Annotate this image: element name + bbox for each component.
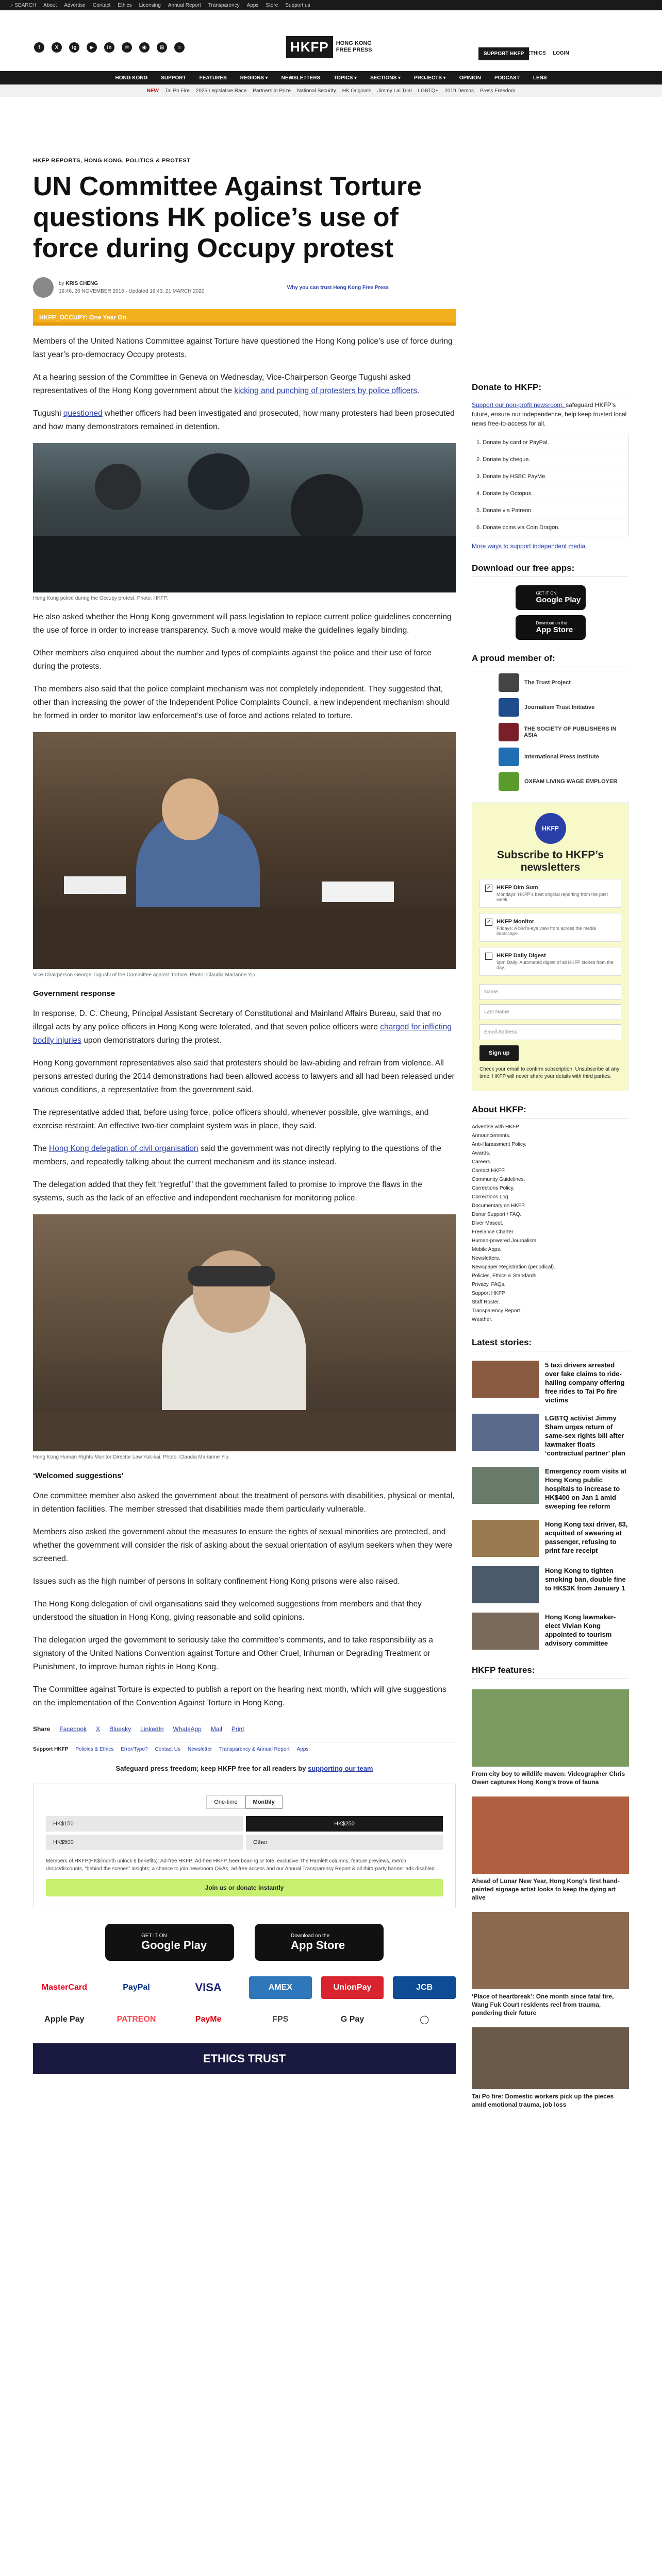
- photo-caption: Vice-Chairperson George Tugushi of the Committee against Torture. Photo: Claudia Marianne Yip.: [33, 972, 257, 978]
- sidebar-heading: HKFP features:: [472, 1665, 629, 1679]
- donation-method[interactable]: 3. Donate by HSBC PayMe.: [472, 468, 629, 485]
- footer-link[interactable]: Error/Typo?: [121, 1747, 148, 1752]
- nav-item[interactable]: OPINION: [459, 75, 481, 81]
- latest-story[interactable]: [472, 1613, 629, 1650]
- latest-story[interactable]: [472, 1566, 629, 1603]
- trending-link[interactable]: LGBTQ+: [418, 88, 439, 94]
- paragraph: Tugushi questioned whether officers had been investigated and prosecuted, how many protesters had been prosecuted and how many demonstrators remained in detention.: [33, 409, 455, 431]
- unionpay-icon: UnionPay: [321, 1976, 384, 1999]
- google-pay-icon: G Pay: [340, 2015, 365, 2024]
- feature-story[interactable]: [472, 1689, 629, 1786]
- story-thumbnail: [472, 1414, 539, 1451]
- google-play-button[interactable]: GET IT ON Google Play: [516, 585, 586, 610]
- paragraph: The Committee against Torture is expected to publish a report on the hearing next month, which will give suggestions on the implementation of the Convention Against Torture in Hong Kong.: [33, 1685, 446, 1707]
- trending-link[interactable]: 2019 Demos: [444, 88, 474, 94]
- story-thumbnail: [472, 1613, 539, 1650]
- app-store-buttons: [33, 1924, 456, 1961]
- paragraph: The delegation urged the government to seriously take the committee’s comments, and to take responsibility as a signatory of the United Nations Convention against Torture and Other Cruel, Inhuman or Degrading Treatment or Punishment, to improve human rights in Hong Kong.: [33, 1636, 433, 1671]
- press-freedom-line: Safeguard press freedom; keep HKFP free for all readers by supporting our team: [115, 1765, 373, 1772]
- newsletter-option[interactable]: ✓ HKFP Monitor Fridays: A bird’s-eye view from across the media landscape.: [479, 913, 621, 942]
- story-title: Hong Kong taxi driver, 83, acquitted of swearing at passenger, refusing to print fare receipt: [545, 1520, 628, 1554]
- sidebar-heading: A proud member of:: [472, 653, 629, 667]
- feature-title: Ahead of Lunar New Year, Hong Kong’s first hand-painted signage artist looks to keep the dying art alive: [472, 1877, 620, 1901]
- member-logo[interactable]: Journalism Trust Initiative: [499, 698, 629, 717]
- paragraph: At a hearing session of the Committee in Geneva on Wednesday, Vice-Chairperson George Tugushi asked representatives of the Hong Kong government about the kicking and punching of protesters by police officers.: [33, 373, 420, 395]
- avatar: [33, 277, 54, 298]
- app-store-button[interactable]: Download on the App Store: [255, 1924, 384, 1961]
- top-utility-bar: [0, 0, 662, 10]
- share-bar: [33, 1725, 456, 1733]
- story-title: LGBTQ activist Jimmy Sham urges return of same-sex rights bill after lawmaker floats ‘contractual partner’ plan: [545, 1414, 625, 1457]
- paypal-icon: PayPal: [123, 1983, 150, 1992]
- inline-link[interactable]: Hong Kong delegation of civil organisation: [49, 1144, 198, 1153]
- about-links: [472, 1123, 629, 1324]
- trust-link[interactable]: Why you can trust Hong Kong Free Press: [287, 284, 389, 291]
- youtube-icon[interactable]: ▶: [87, 42, 97, 53]
- checkbox-checked[interactable]: ✓: [485, 885, 492, 892]
- nav-item[interactable]: TOPICS ▾: [334, 75, 357, 81]
- paragraph: He also asked whether the Hong Kong government will pass legislation to replace current police guidelines concerning the use of force in order to increase transparency. Such a move would make the guidelines legally binding.: [33, 613, 452, 635]
- share-linkedin[interactable]: LinkedIn: [140, 1725, 164, 1733]
- logo-text: FREE PRESS: [336, 47, 372, 53]
- paragraph: Issues such as the high number of persons in solitary confinement Hong Kong prisons were also raised.: [33, 1577, 400, 1586]
- patreon-icon: PATREON: [117, 2015, 156, 2024]
- ethics-banner[interactable]: ETHICS TRUST: [33, 2043, 456, 2074]
- newsletter-signup: [472, 802, 629, 1091]
- paragraph: The Hong Kong delegation of civil organisations said they welcomed suggestions from members and that they understood the situation in Hong Kong, giving reasonable and solid opinions.: [33, 1600, 422, 1622]
- newsletter-option[interactable]: ✓ HKFP Dim Sum Mondays: HKFP’s best original reporting from the past week.: [479, 879, 621, 908]
- amount-option[interactable]: HK$500: [46, 1835, 243, 1850]
- section-heading: Government response: [33, 989, 115, 998]
- sidebar: [472, 382, 629, 2109]
- member-logo[interactable]: International Press Institute: [499, 748, 629, 766]
- threads-icon[interactable]: ◉: [139, 42, 150, 53]
- sidebar-heading: Download our free apps:: [472, 563, 629, 577]
- about-link[interactable]: Weather.: [472, 1317, 492, 1323]
- about-link[interactable]: Freelance Charter.: [472, 1229, 515, 1235]
- site-header: [0, 10, 662, 71]
- article-photo: [33, 732, 456, 969]
- donate-intro-link[interactable]: Support our non-profit newsroom:: [472, 401, 566, 409]
- share-mail[interactable]: Mail: [210, 1725, 222, 1733]
- search-link[interactable]: ⌕ SEARCH: [10, 2, 37, 8]
- trending-link[interactable]: HK Originals: [342, 88, 371, 94]
- donate-intro: Support our non-profit newsroom: safeguard HKFP’s future, ensure our independence, help keep trusted local news free-to-access for all.: [472, 401, 627, 427]
- google-play-button[interactable]: GET IT ON Google Play: [105, 1924, 234, 1961]
- trending-link[interactable]: Press Freedom: [479, 88, 516, 94]
- top-link[interactable]: Apps: [246, 2, 259, 8]
- footer-link[interactable]: Apps: [296, 1747, 309, 1752]
- about-link[interactable]: Newspaper Registration (periodical).: [472, 1264, 555, 1270]
- story-title: Emergency room visits at Hong Kong public hospitals to increase to HK$400 on Jan 1 amid sweeping fee reform: [545, 1467, 627, 1510]
- about-link[interactable]: Support HKFP.: [472, 1291, 506, 1296]
- sidebar-heading: Latest stories:: [472, 1337, 629, 1351]
- byline: [33, 277, 456, 298]
- x-icon[interactable]: X: [52, 42, 62, 53]
- frequency-toggle: [46, 1795, 443, 1809]
- by-label: by: [59, 281, 64, 286]
- fps-icon: FPS: [272, 2015, 289, 2024]
- freq-one-time[interactable]: One-time: [206, 1795, 245, 1809]
- photo-caption: Hong Kong police during the Occupy protest. Photo: HKFP.: [33, 596, 168, 601]
- trending-link[interactable]: 2025 Legislative Race: [195, 88, 247, 94]
- jcb-icon: JCB: [393, 1976, 456, 1999]
- inline-link[interactable]: questioned: [63, 409, 103, 418]
- checkbox[interactable]: [485, 953, 492, 960]
- footer-link[interactable]: Contact Us: [155, 1747, 180, 1752]
- latest-story[interactable]: [472, 1361, 629, 1404]
- login-link[interactable]: LOGIN: [553, 50, 569, 56]
- paragraph: One committee member also asked the government about the treatment of persons with disabilities, physical or mental, in detention facilities. The member stressed that disabilities made them particularly vulnerable.: [33, 1492, 455, 1514]
- feature-thumbnail: [472, 1797, 629, 1874]
- article-categories[interactable]: HKFP REPORTS, HONG KONG, POLITICS & PROTEST: [33, 158, 191, 164]
- checkbox-checked[interactable]: ✓: [485, 919, 492, 926]
- feature-title: Tai Po fire: Domestic workers pick up the pieces amid emotional trauma, job loss: [472, 2093, 614, 2108]
- top-link[interactable]: Support us: [285, 2, 310, 8]
- member-logo[interactable]: The Trust Project: [499, 673, 629, 692]
- rss-icon[interactable]: ≡: [174, 42, 185, 53]
- story-thumbnail: [472, 1520, 539, 1557]
- ethics-link[interactable]: ETHICS: [527, 50, 546, 56]
- about-link[interactable]: Newsletters.: [472, 1256, 501, 1261]
- nav-item[interactable]: PODCAST: [494, 75, 520, 81]
- share-facebook[interactable]: Facebook: [59, 1725, 87, 1733]
- donation-method[interactable]: 1. Donate by card or PayPal.: [472, 434, 629, 451]
- payme-icon: PayMe: [195, 2015, 222, 2024]
- top-link[interactable]: Licensing: [139, 2, 161, 8]
- footer-link[interactable]: Transparency & Annual Report: [219, 1747, 290, 1752]
- nav-item[interactable]: REGIONS ▾: [240, 75, 268, 81]
- sidebar-heading: Donate to HKFP:: [472, 382, 629, 396]
- paragraph: In response, D. C. Cheung, Principal Assistant Secretary of Constitutional and Mainland Affairs Bureau, said that no illegal acts by any police officers in Hong Kong were tolerated, and that seven police officers were charged for inflicting bodily injuries upon demonstrators during the protest.: [33, 1009, 452, 1045]
- about-link[interactable]: Anti-Harassment Policy.: [472, 1142, 526, 1147]
- top-link[interactable]: About: [43, 2, 57, 8]
- paragraph: Members of the United Nations Committee against Torture have questioned the Hong Kong police’s use of force during last year’s pro-democracy Occupy protests.: [33, 337, 453, 359]
- member-logo[interactable]: THE SOCIETY OF PUBLISHERS IN ASIA: [499, 723, 629, 741]
- social-links: [34, 42, 185, 53]
- story-thumbnail: [472, 1566, 539, 1603]
- top-link[interactable]: Store: [266, 2, 278, 8]
- footer-link[interactable]: Policies & Ethics: [75, 1747, 114, 1752]
- app-store-button[interactable]: Download on the App Store: [516, 615, 586, 640]
- paragraph: Hong Kong government representatives also said that protesters should be law-abiding and refrain from violence. All persons arrested during the 2014 demonstrations had been allowed access to lawyers and all had been released under various conditions, a representative from the government said.: [33, 1059, 455, 1094]
- sign-up-button[interactable]: Sign up: [479, 1045, 519, 1061]
- email-icon[interactable]: ✉: [122, 42, 132, 53]
- latest-story[interactable]: [472, 1414, 629, 1458]
- story-title: 5 taxi drivers arrested over fake claims to ride-hailing company offering free rides to Tai Po fire victims: [545, 1361, 625, 1404]
- author-name[interactable]: KRIS CHENG: [65, 281, 98, 286]
- about-link[interactable]: Staff Roster.: [472, 1299, 500, 1305]
- donation-method[interactable]: 4. Donate by Octopus.: [472, 485, 629, 502]
- newsletter-title: Subscribe to HKFP’s newsletters: [497, 849, 604, 873]
- new-badge: NEW: [146, 88, 159, 94]
- about-link[interactable]: Donor Support / FAQ.: [472, 1212, 522, 1217]
- feature-title: From city boy to wildlife maven: Videographer Chris Owen captures Hong Kong’s trove of fauna: [472, 1770, 625, 1786]
- trending-bar: [0, 84, 662, 97]
- nav-item[interactable]: PROJECTS ▾: [414, 75, 446, 81]
- top-link[interactable]: Ethics: [118, 2, 132, 8]
- first-name-input[interactable]: Name: [479, 984, 621, 1000]
- donation-method[interactable]: 6. Donate coins via Coin Dragon.: [472, 519, 629, 536]
- feature-story[interactable]: [472, 1797, 629, 1902]
- logo-text: HONG KONG: [336, 40, 372, 46]
- about-link[interactable]: Careers.: [472, 1159, 492, 1165]
- top-link[interactable]: Transparency: [208, 2, 240, 8]
- donation-method[interactable]: 5. Donate via Patreon.: [472, 502, 629, 519]
- payment-methods: [33, 1976, 456, 2031]
- about-link[interactable]: Contact HKFP.: [472, 1168, 506, 1174]
- share-label: Share: [33, 1725, 51, 1733]
- story-title: Hong Kong to tighten smoking ban, double fine to HK$3K from January 1: [545, 1567, 626, 1592]
- paragraph: Members also asked the government about the measures to ensure the rights of sexual minorities are protected, and whether the government will consider the risk of asking about the sexual orientation of asylum seekers when they were screened.: [33, 1528, 453, 1563]
- join-donate-button[interactable]: Join us or donate instantly: [46, 1879, 443, 1896]
- trending-link[interactable]: Tai Po Fire: [164, 88, 190, 94]
- amount-option-selected[interactable]: HK$250: [246, 1816, 443, 1832]
- facebook-icon[interactable]: f: [34, 42, 44, 53]
- trending-link[interactable]: Partners in Prize: [253, 88, 291, 94]
- about-link[interactable]: Human-powered Journalism.: [472, 1238, 538, 1244]
- feature-story[interactable]: [472, 2027, 629, 2109]
- donation-widget: [33, 1784, 456, 1908]
- story-title: Hong Kong lawmaker-elect Vivian Kong appointed to tourism advisory committee: [545, 1613, 616, 1647]
- main-navigation: [0, 71, 662, 84]
- paragraph: The delegation added that they felt “regretful” that the government failed to promise to improve the flaws in the systems, such as the lack of an effective and independent mechanism for monitoring police.: [33, 1180, 422, 1202]
- about-link[interactable]: Policies, Ethics & Standards.: [472, 1273, 538, 1279]
- latest-story[interactable]: [472, 1467, 629, 1511]
- nav-item[interactable]: SECTIONS ▾: [370, 75, 401, 81]
- feature-thumbnail: [472, 1689, 629, 1767]
- top-link[interactable]: Annual Report: [168, 2, 201, 8]
- story-thumbnail: [472, 1467, 539, 1504]
- article-footer-links: [33, 1742, 456, 1752]
- article-photo: [33, 443, 456, 592]
- publish-date: 19:46, 20 NOVEMBER 2015 · Updated 19:43, 21 MARCH 2020: [59, 289, 205, 294]
- paragraph: Other members also enquired about the number and types of complaints against the police and their use of force during the protests.: [33, 649, 432, 671]
- share-bluesky[interactable]: Bluesky: [109, 1725, 131, 1733]
- about-link[interactable]: Advertise with HKFP.: [472, 1124, 520, 1130]
- about-link[interactable]: Corrections Log.: [472, 1194, 510, 1200]
- about-link[interactable]: Documentary on HKFP.: [472, 1203, 526, 1209]
- member-logo[interactable]: OXFAM LIVING WAGE EMPLOYER: [499, 772, 629, 791]
- newsletter-option[interactable]: HKFP Daily Digest 9pm Daily: Automated digest of all HKFP stories from the day.: [479, 947, 621, 976]
- support-link[interactable]: Support HKFP: [33, 1747, 69, 1752]
- article-photo: [33, 1214, 456, 1451]
- top-link[interactable]: Advertise: [64, 2, 86, 8]
- about-link[interactable]: Privacy, FAQs.: [472, 1282, 506, 1287]
- visa-icon: VISA: [195, 1981, 222, 1994]
- site-logo[interactable]: [286, 32, 376, 61]
- donation-method[interactable]: 2. Donate by cheque.: [472, 451, 629, 468]
- feature-thumbnail: [472, 1912, 629, 1989]
- latest-story[interactable]: [472, 1520, 629, 1557]
- about-link[interactable]: Diver Mascot.: [472, 1221, 504, 1226]
- amount-option[interactable]: HK$150: [46, 1816, 243, 1832]
- newsletter-fineprint: Check your email to confirm subscription. Unsubscribe at any time. HKFP will never share your details with third parties.: [479, 1066, 620, 1079]
- paragraph: The representative added that, before using force, police officers should, whenever possible, give warnings, and exercise restraint. An effective two-tier complaint system was in place, they said.: [33, 1108, 429, 1130]
- footer-link[interactable]: Newsletter: [187, 1747, 212, 1752]
- share-x[interactable]: X: [96, 1725, 101, 1733]
- nav-item[interactable]: NEWSLETTERS: [281, 75, 321, 81]
- telegram-icon[interactable]: ⊞: [157, 42, 167, 53]
- amount-option[interactable]: Other: [246, 1835, 443, 1850]
- top-link[interactable]: Contact: [92, 2, 111, 8]
- nav-item[interactable]: HONG KONG: [115, 75, 148, 81]
- linkedin-icon[interactable]: in: [104, 42, 114, 53]
- membership-note: Members of HKFP(HK$/month unlock 6 benefits): Ad-free HKFP: Ad-free HKFP, beer bearing or tote, exclusive The Hamlett columns, feature previews, merch drops/discounts, “behind the scenes” insights; a chance to join newsroom Q&As, ad-free access and our Annual Transparency Report & all third-party banner ads disabled.: [46, 1858, 436, 1872]
- more-ways-link[interactable]: More ways to support independent media.: [472, 543, 587, 550]
- share-print[interactable]: Print: [231, 1725, 244, 1733]
- article-title: UN Committee Against Torture questions HK police’s use of force during Occupy protest: [33, 172, 422, 263]
- feature-title: ‘Place of heartbreak’: One month since fatal fire, Wang Fuk Court residents reel from trauma, pondering their future: [472, 1993, 614, 2016]
- nav-item[interactable]: LENS: [533, 75, 547, 81]
- paragraph: The Hong Kong delegation of civil organisation said the government was not directly replying to the questions of the members, and repeatedly talking about the current mechanism and its stance instead.: [33, 1144, 441, 1166]
- nav-item[interactable]: SUPPORT: [161, 75, 186, 81]
- freq-monthly[interactable]: Monthly: [245, 1795, 283, 1809]
- about-link[interactable]: Awards.: [472, 1150, 490, 1156]
- share-whatsapp[interactable]: WhatsApp: [173, 1725, 202, 1733]
- donation-methods: [472, 434, 629, 536]
- about-link[interactable]: Mobile Apps.: [472, 1247, 502, 1252]
- about-link[interactable]: Corrections Policy.: [472, 1185, 515, 1191]
- logo-mark: HKFP: [286, 36, 333, 58]
- last-name-input[interactable]: Last Name: [479, 1004, 621, 1020]
- about-link[interactable]: Transparency Report.: [472, 1308, 522, 1314]
- about-link[interactable]: Community Guidelines.: [472, 1177, 525, 1182]
- support-hkfp-button[interactable]: SUPPORT HKFP: [478, 47, 529, 60]
- octopus-icon: ◯: [420, 2015, 429, 2024]
- apple-pay-icon: Apple Pay: [44, 2015, 85, 2024]
- search-icon: ⌕: [10, 2, 15, 8]
- series-banner[interactable]: HKFP_OCCUPY: One Year On: [33, 309, 456, 326]
- support-team-link[interactable]: supporting our team: [308, 1765, 373, 1772]
- article: [33, 121, 456, 2074]
- nav-item[interactable]: FEATURES: [199, 75, 227, 81]
- about-link[interactable]: Announcements.: [472, 1133, 511, 1139]
- amex-icon: AMEX: [249, 1976, 312, 1999]
- email-input[interactable]: Email Address: [479, 1024, 621, 1040]
- section-heading: ‘Welcomed suggestions’: [33, 1471, 124, 1480]
- trending-link[interactable]: Jimmy Lai Trial: [377, 88, 412, 94]
- inline-link[interactable]: kicking and punching of protesters by police officers: [234, 386, 418, 395]
- hkfp-logo-icon: HKFP: [535, 813, 566, 844]
- inline-link[interactable]: charged for inflicting bodily injuries: [33, 1023, 452, 1045]
- mastercard-icon: MasterCard: [41, 1983, 87, 1992]
- feature-thumbnail: [472, 2027, 629, 2089]
- trending-link[interactable]: National Security: [297, 88, 336, 94]
- sidebar-heading: About HKFP:: [472, 1105, 629, 1118]
- feature-story[interactable]: [472, 1912, 629, 2017]
- paragraph: The members also said that the police complaint mechanism was not completely independent. They suggested that, other than increasing the power of the Independent Police Complaints Council, a new independent mechanism should be formed in order to monitor law enforcement’s use of force and actions related to torture.: [33, 685, 450, 720]
- photo-caption: Hong Kong Human Rights Monitor Director Law Yuk-kai. Photo: Claudia Marianne Yip.: [33, 1454, 230, 1460]
- instagram-icon[interactable]: ig: [69, 42, 79, 53]
- amount-options: [46, 1816, 443, 1850]
- story-thumbnail: [472, 1361, 539, 1398]
